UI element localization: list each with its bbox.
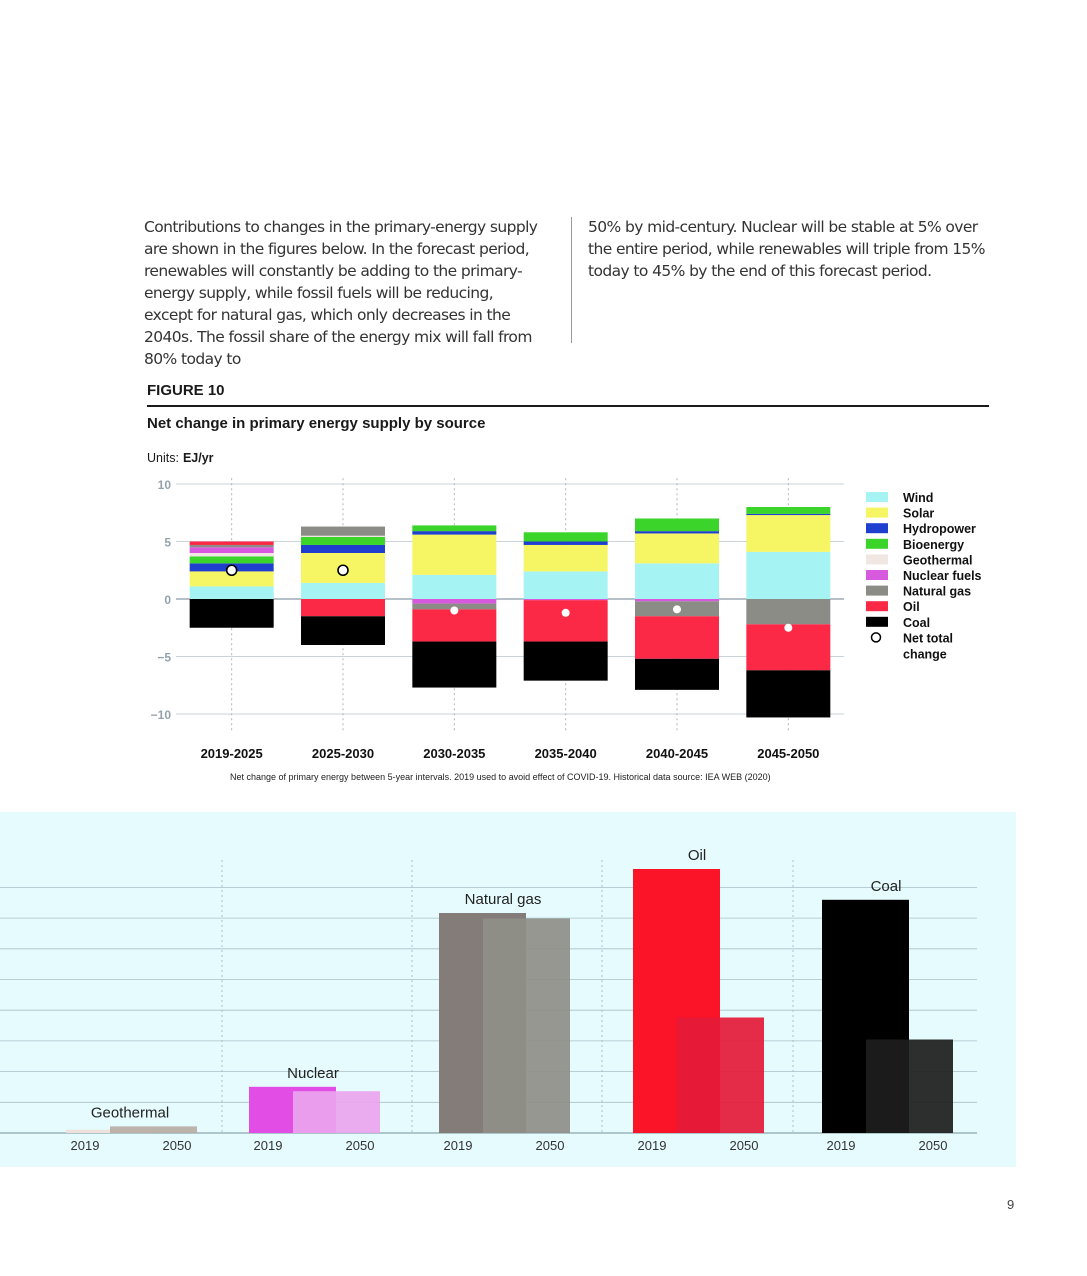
- bar-solar: [412, 535, 496, 575]
- figure-title: Net change in primary energy supply by source: [147, 415, 486, 432]
- figure-rule: [147, 405, 989, 407]
- bar-wind: [524, 571, 608, 599]
- group-label-natural-gas: Natural gas: [464, 891, 542, 908]
- bar-coal: [635, 659, 719, 690]
- x-tick-label: 2030-2035: [423, 746, 486, 761]
- bar-wind: [301, 583, 385, 599]
- group-label-oil: Oil: [687, 847, 707, 864]
- legend-label-natural-gas: Natural gas: [903, 584, 972, 599]
- legend-label-oil: Oil: [903, 600, 920, 615]
- x-tick-label: 2019-2025: [200, 746, 263, 761]
- y-tick-label: −10: [150, 708, 171, 722]
- bar-natural-gas: [190, 545, 274, 547]
- x-tick-label: 2040-2045: [645, 746, 709, 761]
- x-tick-label: 2035-2040: [534, 746, 597, 761]
- units-value: EJ/yr: [182, 451, 214, 465]
- bar-nuclear-fuels: [190, 547, 274, 553]
- bar-hydropower: [524, 542, 608, 545]
- legend-swatch-hydropower: [866, 523, 888, 533]
- bar-coal-2050: [866, 1040, 953, 1134]
- legend-swatch-nuclear-fuels: [866, 570, 888, 580]
- legend-label-nuclear-fuels: Nuclear fuels: [903, 569, 982, 583]
- bar-nuclear-2050: [293, 1091, 380, 1133]
- bar-wind: [412, 575, 496, 599]
- bar-natural-gas: [746, 599, 830, 624]
- bar-bioenergy: [412, 525, 496, 531]
- legend-label-wind: Wind: [903, 491, 934, 505]
- x-tick-label-2019: 2019: [253, 1138, 283, 1153]
- bar-hydropower: [635, 531, 719, 533]
- bar-coal: [190, 599, 274, 628]
- bar-solar: [746, 515, 830, 552]
- x-tick-label-2050: 2050: [729, 1138, 759, 1153]
- net-total-marker: [784, 624, 792, 632]
- bar-coal: [524, 642, 608, 681]
- bar-coal: [412, 642, 496, 688]
- figure-label: FIGURE 10: [147, 382, 225, 399]
- bar-nuclear-fuels: [412, 599, 496, 604]
- bar-hydropower: [301, 545, 385, 553]
- legend-label-geothermal: Geothermal: [903, 553, 973, 568]
- y-tick-label: −5: [157, 650, 171, 665]
- bar-solar: [524, 545, 608, 571]
- figure-caption: Net change of primary energy between 5-year intervals. 2019 used to avoid effect of COVID-19. Historical data source: IEA WEB (2020): [230, 772, 771, 782]
- bar-wind: [190, 586, 274, 599]
- net-total-marker: [450, 607, 458, 615]
- body-text-column-2: 50% by mid-century. Nuclear will be stable at 5% over the entire period, while renewables will triple from 15% today to 45% by the end of this forecast period.: [588, 218, 985, 280]
- bar-bioenergy: [635, 519, 719, 532]
- legend-label-bioenergy: Bioenergy: [903, 537, 965, 552]
- bar-nuclear-fuels: [635, 599, 719, 601]
- group-label-geothermal: Geothermal: [90, 1104, 170, 1122]
- x-tick-label-2019: 2019: [443, 1138, 473, 1153]
- bar-solar: [635, 533, 719, 563]
- body-text-column-1: Contributions to changes in the primary-energy supply are shown in the figures below. In the forecast period, renewables will constantly be adding to the primary-energy supply, while fossil fuels will be reducing, except for natural gas, which only decreases in the 2040s. The fossil share of the energy mix will fall from 80% today to: [144, 218, 538, 368]
- legend-label-solar: Solar: [903, 506, 935, 521]
- x-tick-label-2050: 2050: [345, 1138, 375, 1153]
- net-total-marker: [673, 605, 681, 613]
- bar-oil: [635, 616, 719, 659]
- units-line: [147, 451, 214, 465]
- bar-natural-gas: [301, 527, 385, 536]
- bar-geothermal: [301, 536, 385, 537]
- net-total-marker: [562, 609, 570, 617]
- x-tick-label-2050: 2050: [535, 1138, 565, 1153]
- bar-hydropower: [746, 514, 830, 515]
- legend-label-coal: Coal: [903, 615, 931, 630]
- legend-swatch-coal: [866, 617, 888, 627]
- legend-swatch-wind: [866, 492, 888, 502]
- bar-geothermal: [190, 553, 274, 556]
- legend-swatch-oil: [866, 601, 888, 611]
- x-tick-label-2050: 2050: [918, 1138, 948, 1153]
- legend-label-hydropower: Hydropower: [903, 522, 976, 537]
- net-total-marker: [227, 565, 237, 575]
- bar-bioenergy: [190, 556, 274, 563]
- y-tick-label: 0: [164, 593, 171, 607]
- bar-coal: [746, 670, 830, 717]
- units-label: Units:: [147, 451, 179, 465]
- legend-swatch-solar: [866, 508, 888, 518]
- bar-oil: [301, 599, 385, 616]
- x-tick-label-2019: 2019: [70, 1138, 100, 1153]
- x-tick-label: 2025-2030: [311, 746, 375, 761]
- bar-nuclear-fuels: [524, 599, 608, 600]
- bar-oil: [524, 600, 608, 641]
- supply-comparison-panel: [0, 812, 1016, 1167]
- legend-swatch-geothermal: [866, 554, 888, 564]
- net-total-marker: [338, 565, 348, 575]
- x-tick-label: 2045-2050: [757, 746, 820, 761]
- bar-coal: [301, 616, 385, 645]
- group-label-coal: Coal: [870, 877, 902, 895]
- bar-oil-2050: [677, 1018, 764, 1134]
- x-tick-label-2019: 2019: [826, 1138, 856, 1153]
- legend-swatch-bioenergy: [866, 539, 888, 549]
- x-tick-label-2050: 2050: [162, 1138, 192, 1153]
- legend-swatch-natural-gas: [866, 586, 888, 596]
- bar-bioenergy: [524, 532, 608, 541]
- legend-swatch-net-total: [872, 633, 881, 642]
- bar-oil: [190, 542, 274, 545]
- column-divider: [571, 217, 572, 343]
- y-tick-label: 10: [157, 478, 171, 492]
- bar-hydropower: [412, 531, 496, 534]
- legend-label-net-total-line2: change: [903, 647, 947, 662]
- bar-geothermal-2050: [110, 1126, 197, 1133]
- group-label-nuclear: Nuclear: [287, 1064, 339, 1082]
- y-tick-label: 5: [164, 535, 171, 550]
- legend-label-net-total-line1: Net total: [903, 631, 953, 646]
- x-tick-label-2019: 2019: [637, 1138, 667, 1153]
- bar-natural-gas-2050: [483, 919, 570, 1134]
- net-change-chart: [0, 470, 1087, 770]
- bar-wind: [746, 552, 830, 599]
- bar-bioenergy: [301, 537, 385, 545]
- supply-comparison-chart: [0, 812, 1016, 1167]
- bar-bioenergy: [746, 507, 830, 514]
- page-number: 9: [1007, 1197, 1015, 1212]
- bar-wind: [635, 563, 719, 599]
